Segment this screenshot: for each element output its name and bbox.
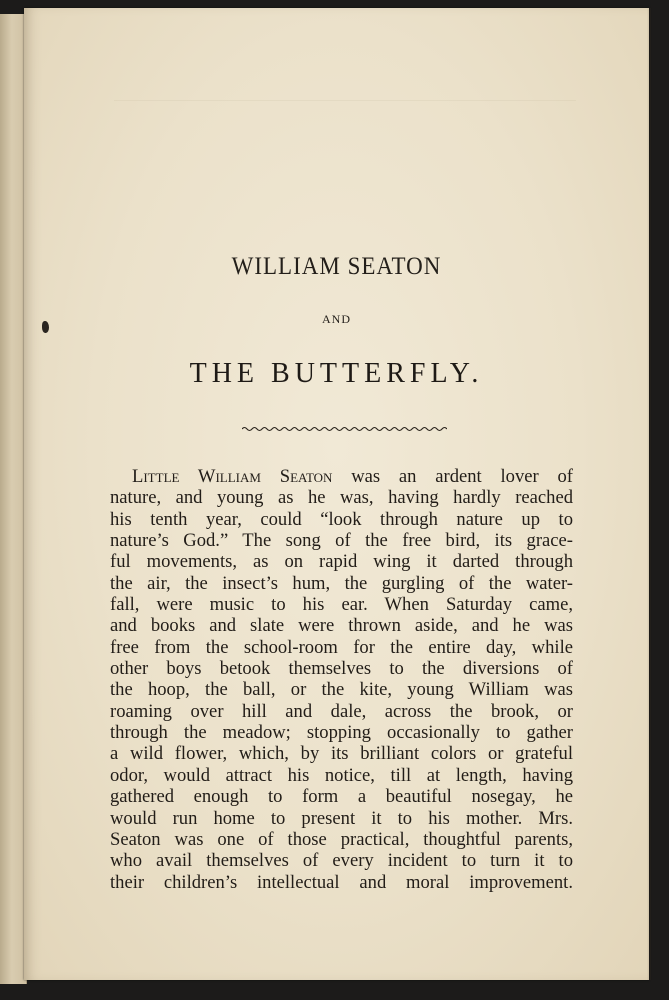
paragraph-line: through the meadow; stopping occasionally to gather [110,722,573,744]
paragraph-line: gathered enough to form a beautiful nosegay, he [110,786,573,808]
show-through-text [114,100,576,321]
paragraph-line: Seaton was one of those practical, thoughtful parents, [110,828,573,850]
paragraph-line: and books and slate were thrown aside, and he was [110,615,573,637]
paragraph-line: would run home to present it to his mother. Mrs. [110,807,573,829]
page-edge-shadow [647,8,651,980]
paragraph-line: odor, would attract his notice, till at length, having [110,764,573,786]
title-connector: AND [322,312,351,326]
paragraph-line: nature, and young as he was, having hardly reached [110,487,573,509]
paragraph-line: fall, were music to his ear. When Saturday came, [110,594,573,616]
paragraph-line: their children’s intellectual and moral improvement. [110,871,573,893]
paragraph-line: ful movements, as on rapid wing it darted through [110,551,573,573]
left-page-edge [0,14,27,984]
paragraph-line: his tenth year, could “look through nature up to [110,508,573,530]
paragraph-line: nature’s God.” The song of the free bird, its grace- [110,530,573,552]
wavy-rule-ornament [242,424,447,434]
paragraph-line: free from the school-room for the entire day, while [110,636,573,658]
title-line-1: WILLIAM SEATON [231,251,442,280]
paragraph-line: who avail themselves of every incident to turn it to [110,850,573,872]
paragraph-line: Little William Seaton was an ardent lover of [132,466,573,487]
paragraph-line: the air, the insect’s hum, the gurgling of the water- [110,572,573,594]
paragraph-line: roaming over hill and dale, across the brook, or [110,700,573,722]
story-paragraph [110,466,573,893]
paragraph-line: other boys betook themselves to the diversions of [110,658,573,680]
opening-small-caps: Little William Seaton [132,466,333,487]
paragraph-line: a wild flower, which, by its brilliant colors or grateful [110,743,573,765]
title-line-2: THE BUTTERFLY. [189,358,484,389]
paragraph-line: the hoop, the ball, or the kite, young William was [110,679,573,701]
